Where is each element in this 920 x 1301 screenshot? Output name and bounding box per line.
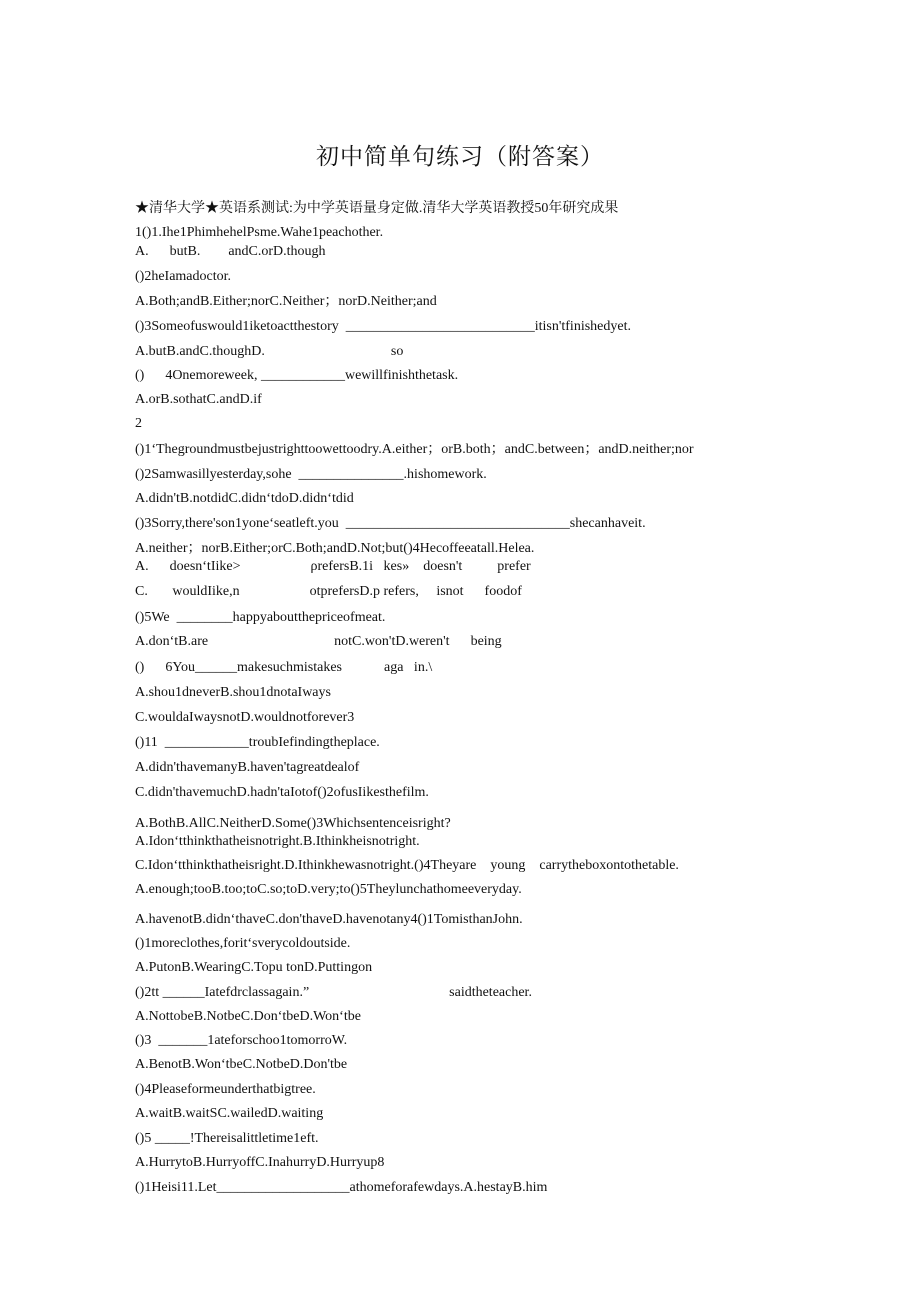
text-line: A.neither；norB.Either;orC.Both;andD.Not;but()4Hecoffeeatall.Helea.	[135, 541, 535, 556]
text-line: ()1‘Thegroundmustbejustrighttoowettoodry.A.either；orB.both；andC.between；andD.neither;nor	[135, 442, 694, 457]
page-title: 初中简单句练习（附答案）	[316, 144, 604, 170]
text-line: 2	[135, 416, 142, 431]
text-line: ★清华大学★英语系测试:为中学英语量身定做.清华大学英语教授50年研究成果	[135, 201, 619, 216]
text-line: ()2tt ______Iatefdrclassagain.” saidtheteacher.	[135, 985, 532, 1000]
text-line: A.didn'tB.notdidC.didn‘tdoD.didn‘tdid	[135, 491, 354, 506]
text-line: ()1moreclothes,forit‘sverycoldoutside.	[135, 936, 351, 951]
text-line: A.BenotB.Won‘tbeC.NotbeD.Don'tbe	[135, 1057, 348, 1072]
text-line: ()1Heisi11.Let___________________athomeforafewdays.A.hestayB.him	[135, 1180, 548, 1195]
text-line: ()2Samwasillyesterday,sohe _______________.hishomework.	[135, 467, 487, 482]
text-line: A.enough;tooB.too;toC.so;toD.very;to()5Theylunchathomeeveryday.	[135, 882, 522, 897]
text-line: ()3Someofuswould1iketoactthestory ___________________________itisn'tfinishedyet.	[135, 319, 631, 334]
text-line: C.didn'thavemuchD.hadn'taIotof()2ofusIikesthefilm.	[135, 785, 429, 800]
text-line: ()3Sorry,there'son1yone‘seatleft.you ________________________________shecanhaveit.	[135, 516, 646, 531]
text-line: 1()1.Ihe1PhimhehelPsme.Wahe1peachother.	[135, 225, 384, 240]
text-line: A.BothB.AllC.NeitherD.Some()3Whichsentenceisright?	[135, 816, 451, 831]
text-line: A.NottobeB.NotbeC.Don‘tbeD.Won‘tbe	[135, 1009, 361, 1024]
text-line: A.waitB.waitSC.wailedD.waiting	[135, 1106, 324, 1121]
text-line: ()4Pleaseformeunderthatbigtree.	[135, 1082, 316, 1097]
text-line: ()2heIamadoctor.	[135, 269, 232, 284]
text-line: ()5We ________happyaboutthepriceofmeat.	[135, 610, 386, 625]
text-line: A.didn'thavemanyB.haven'tagreatdealof	[135, 760, 360, 775]
text-line: C.wouldaIwaysnotD.wouldnotforever3	[135, 710, 355, 725]
text-line: A.butB.andC.thoughD. so	[135, 344, 404, 359]
text-line: A.shou1dneverB.shou1dnotaIways	[135, 685, 331, 700]
text-line: ()5 _____!Thereisalittletime1eft.	[135, 1131, 319, 1146]
text-line: A.havenotB.didn‘thaveC.don'thaveD.havenotany4()1TomisthanJohn.	[135, 912, 523, 927]
text-line: A.Both;andB.Either;norC.Neither；norD.Neither;and	[135, 294, 437, 309]
text-line: A.don‘tB.are notC.won'tD.weren't being	[135, 634, 502, 649]
text-line: C.Idon‘tthinkthatheisright.D.Ithinkhewasnotright.()4Theyare young carrytheboxontothetable.	[135, 858, 679, 873]
text-line: A. doesn‘tIike> ρrefersB.1i kes» doesn't prefer	[135, 559, 531, 574]
text-line: ()3 _______1ateforschoo1tomorroW.	[135, 1033, 348, 1048]
text-line: A. butB. andC.orD.though	[135, 244, 326, 259]
text-line: A.PutonB.WearingC.Topu tonD.Puttingon	[135, 960, 373, 975]
text-line: ()11 ____________troubIefindingtheplace.	[135, 735, 380, 750]
text-line: C. wouldIike,n otprefersD.p refers, isnot foodof	[135, 584, 522, 599]
text-line: () 6You______makesuchmistakes aga in.\	[135, 660, 433, 675]
text-line: A.Idon‘tthinkthatheisnotright.B.Ithinkheisnotright.	[135, 834, 420, 849]
text-line: A.orB.sothatC.andD.if	[135, 392, 262, 407]
text-line: () 4Onemoreweek, ____________wewillfinishthetask.	[135, 368, 459, 383]
text-line: A.HurrytoB.HurryoffC.InahurryD.Hurryup8	[135, 1155, 385, 1170]
